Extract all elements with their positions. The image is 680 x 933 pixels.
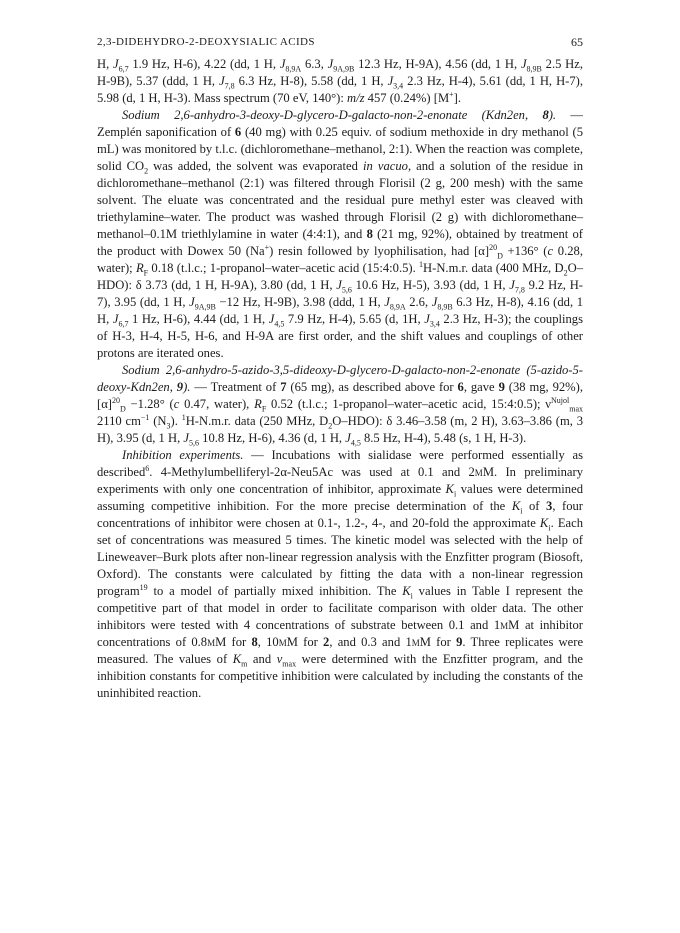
paragraph-azido-kdn2en: Sodium 2,6-anhydro-5-azido-3,5-dideoxy-D-glycero-D-galacto-non-2-enonate (5-azido-5-deoxy-Kdn2en, 9). — Treatment of 7 (65 mg), as described above for 6, gave 9 (38 mg, 92%), $[\alpha]^{20}_D -1.28^\circ$ (c 0.47, water), $R_F$ 0.52 (t.l.c.; 1-propanol–water–acetic acid, 15:4:0.5); $\nu^{Nujol}_{max}$ 2110 $cm^{-1}$ $(N_3)$. $^1$H-N.m.r. data (250 MHz, $D_2O-HDO$): δ 3.46–3.58 (m, 2 H), 3.63–3.86 (m, 3 H), 3.95 (d, 1 H, $J_{5,6}$ 10.8 Hz, H-6), 4.36 (d, 1 H, $J_{4,5}$ 8.5 Hz, H-4), 5.48 (s, 1 H, H-3). [97,363,584,448]
page-number: 65 [571,35,583,49]
running-title: 2,3-DIDEHYDRO-2-DEOXYSIALIC ACIDS [97,36,315,48]
section-title-kdn2en: Sodium 2,6-anhydro-3-deoxy-D-glycero-D-galacto-non-2-enonate (Kdn2en, 8). [122,108,557,122]
section-title-azido: Sodium 2,6-anhydro-5-azido-3,5-dideoxy-D-glycero-D-galacto-non-2-enonate (5-azido-5-deoxy-Kdn2en, 9). [97,363,583,394]
paragraph-continuation: H, $J_{6,7}$ 1.9 Hz, H-6), 4.22 (dd, 1 H, $J_{8,9A}$ 6.3, $J_{9A,9B}$ 12.3 Hz, H-9A), 4.56 (dd, 1 H, $J_{8,9B}$ 2.5 Hz, H-9B), 5.37 (ddd, 1 H, $J_{7,8}$ 6.3 Hz, H-8), 5.58 (dd, 1 H, $J_{3,4}$ 2.3 Hz, H-4), 5.61 (dd, 1 H, H-7), 5.98 (d, 1 H, H-3). Mass spectrum (70 eV, 140°): m/z 457 (0.24%) [M+]. [97,57,583,105]
paragraph-kdn2en: Sodium 2,6-anhydro-3-deoxy-D-glycero-D-galacto-non-2-enonate (Kdn2en, 8). — Zemplén saponification of 6 (40 mg) with 0.25 equiv. of sodium methoxide in dry methanol (5 mL) was monitored by t.l.c. (dichloromethane–methanol, 2:1). When the reaction was complete, solid $CO_2$ was added, the solvent was evaporated in vacuo, and a solution of the residue in dichloromethane–methanol (2:1) was filtered through Florisil (2 g, 200 mesh) with the same solvent. The eluate was concentrated and the residual pure methyl ester was cleaved with triethylamine–water. The product was washed through Florisil (2 g) with dichloromethane–methanol–0.1M triethlylamine in water (4:4:1), and 8 (21 mg, 92%), obtained by treatment of the product with Dowex 50 (Na+) resin followed by lyophilisation, had $[\alpha]^{20}_D +136^\circ$ (c 0.28, water); $R_F$ 0.18 (t.l.c.; 1-propanol–water–acetic acid (15:4:0.5). $^1$H-N.m.r. data (400 MHz, $D_2O-HDO$): δ 3.73 (dd, 1 H, H-9A), 3.80 (dd, 1 H, $J_{5,6}$ 10.6 Hz, H-5), 3.93 (dd, 1 H, $J_{7,8}$ 9.2 Hz, H-7), 3.95 (dd, 1 H, $J_{9A,9B} -12$ Hz, H-9B), 3.98 (ddd, 1 H, $J_{8,9A}$ 2.6, $J_{8,9B}$ 6.3 Hz, H-8), 4.16 (dd, 1 H, $J_{6,7}$ 1 Hz, H-6), 4.44 (dd, 1 H, $J_{4,5}$ 7.9 Hz, H-4), 5.65 (d, 1H, $J_{3,4}$ 2.3 Hz, H-3); the couplings of H-3, H-4, H-5, H-6, and H-9A are first order, and the shift values and couplings of other protons are iterated ones. [97,108,584,360]
running-head [97,34,583,50]
section-title-inhibition: Inhibition experiments. [122,448,244,462]
paragraph-inhibition-experiments: Inhibition experiments. — Incubations with sialidase were performed essentially as described$^6$. 4-Methylumbelliferyl-2α-Neu5Ac was used at 0.1 and 2mM. In preliminary experiments with only one concentration of inhibitor, approximate $K_i$ values were determined assuming competitive inhibition. For the more precise determination of the $K_i$ of 3, four concentrations of inhibitor were chosen at 0.1-, 1.2-, 4-, and 20-fold the approximate $K_i$. Each set of concentrations was measured 5 times. The kinetic model was selected with the help of Lineweaver–Burk plots after non-linear regression analysis with the Enzfitter program (Biosoft, Oxford). The constants were calculated by fitting the data with a non-linear regression program$^{19}$ to a model of partially mixed inhibition. The $K_i$ values in Table I represent the competitive part of that model in order to facilitate comparison with older data. The other inhibitors were tested with 4 concentrations of substrate between 0.1 and 1mM at inhibitor concentrations of 0.8mM for 8, 10mM for 2, and 0.3 and 1mM for 9. Three replicates were measured. The values of $K_m$ and $v_{max}$ were determined with the Enzfitter program, and the inhibition constants for competitive inhibition were calculated by including the constants of the uninhibited reaction. [97,448,584,700]
article-body [97,56,583,702]
